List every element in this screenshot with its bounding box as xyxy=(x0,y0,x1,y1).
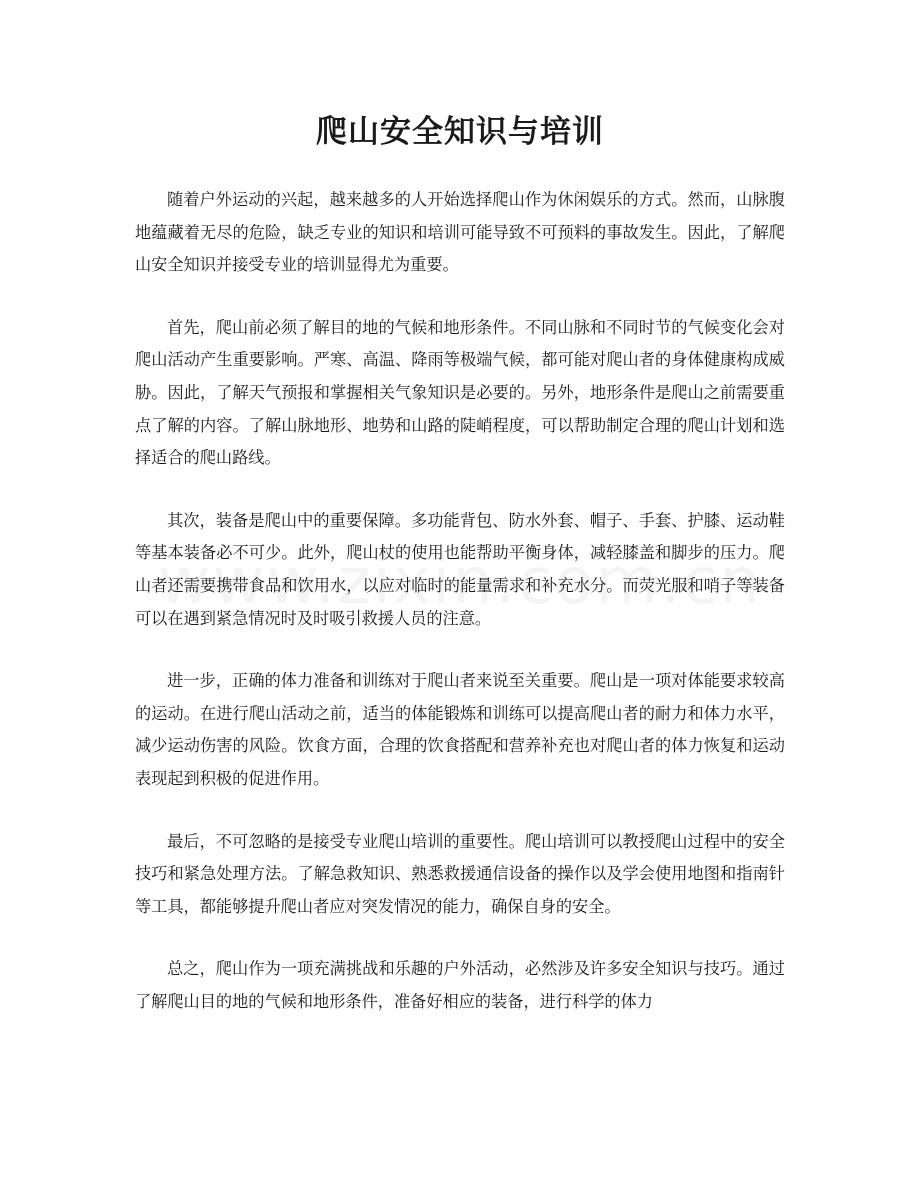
paragraph-climate-terrain: 首先，爬山前必须了解目的地的气候和地形条件。不同山脉和不同时节的气候变化会对爬山活动产生重要影响。严寒、高温、降雨等极端气候，都可能对爬山者的身体健康构成威胁。因此，了解天气预报和掌握相关气象知识是必要的。另外，地形条件是爬山之前需要重点了解的内容。了解山脉地形、地势和山路的陡峭程度，可以帮助制定合理的爬山计划和选择适合的爬山路线。 xyxy=(135,317,785,468)
paragraph-fitness: 进一步，正确的体力准备和训练对于爬山者来说至关重要。爬山是一项对体能要求较高的运动。在进行爬山活动之前，适当的体能锻炼和训练可以提高爬山者的耐力和体力水平，减少运动伤害的风险。饮食方面，合理的饮食搭配和营养补充也对爬山者的体力恢复和运动表现起到积极的促进作用。 xyxy=(135,671,785,788)
paragraph-equipment: 其次，装备是爬山中的重要保障。多功能背包、防水外套、帽子、手套、护膝、运动鞋等基本装备必不可少。此外，爬山杖的使用也能帮助平衡身体，减轻膝盖和脚步的压力。爬山者还需要携带食品和饮用水，以应对临时的能量需求和补充水分。而荧光服和哨子等装备可以在遇到紧急情况时及时吸引救援人员的注意。 xyxy=(135,510,785,628)
paragraph-training: 最后，不可忽略的是接受专业爬山培训的重要性。爬山培训可以教授爬山过程中的安全技巧和紧急处理方法。了解急救知识、熟悉救援通信设备的操作以及学会使用地图和指南针等工具，都能够提升爬山者应对突发情况的能力，确保自身的安全。 xyxy=(135,831,785,916)
document-body xyxy=(135,184,785,1048)
document-title: 爬山安全知识与培训 xyxy=(316,114,604,150)
paragraph-conclusion: 总之，爬山作为一项充满挑战和乐趣的户外活动，必然涉及许多安全知识与技巧。通过了解爬山目的地的气候和地形条件，准备好相应的装备，进行科学的体力 xyxy=(135,959,785,1011)
paragraph-intro: 随着户外运动的兴起，越来越多的人开始选择爬山作为休闲娱乐的方式。然而，山脉腹地蕴藏着无尽的危险，缺乏专业的知识和培训可能导致不可预料的事故发生。因此，了解爬山安全知识并接受专业的培训显得尤为重要。 xyxy=(135,190,785,275)
